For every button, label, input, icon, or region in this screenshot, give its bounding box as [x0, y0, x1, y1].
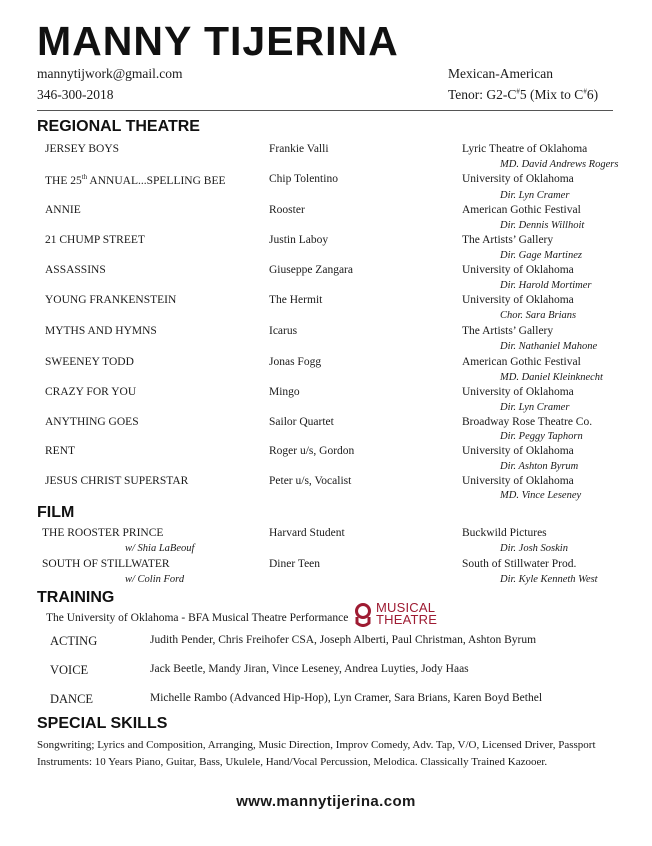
film-title: THE ROOSTER PRINCE: [42, 527, 164, 539]
credit: Chor. Sara Brians: [500, 310, 577, 321]
show-title: JERSEY BOYS: [45, 143, 120, 155]
venue: Lyric Theatre of Oklahoma: [462, 143, 588, 155]
credit: MD. Daniel Kleinknecht: [500, 372, 603, 383]
venue: American Gothic Festival: [462, 204, 581, 216]
credit: Dir. Gage Martinez: [500, 250, 582, 261]
section-training: TRAINING: [37, 589, 115, 606]
role: Jonas Fogg: [269, 356, 322, 368]
ethnicity: Mexican-American: [448, 66, 553, 81]
venue: The Artists’ Gallery: [462, 234, 554, 246]
production: South of Stillwater Prod.: [462, 558, 577, 570]
skills-line: Songwriting; Lyrics and Composition, Arranging, Music Direction, Improv Comedy, Adv. Tap, V/O, Licensed Driver, Passport: [37, 739, 596, 751]
venue: American Gothic Festival: [462, 356, 581, 368]
role: Giuseppe Zangara: [269, 264, 353, 276]
venue: Broadway Rose Theatre Co.: [462, 416, 593, 428]
show-title: SWEENEY TODD: [45, 356, 134, 368]
credit: Dir. Dennis Willhoit: [500, 220, 585, 231]
credit: Dir. Josh Soskin: [500, 543, 568, 554]
instruments-line: Instruments: 10 Years Piano, Guitar, Bass, Ukulele, Hand/Vocal Percussion, Melodica. Classically Trained Kazooer.: [37, 756, 548, 768]
header-divider: [37, 110, 613, 111]
credit: Dir. Kyle Kenneth West: [500, 574, 598, 585]
production: Buckwild Pictures: [462, 527, 547, 539]
venue: University of Oklahoma: [462, 173, 574, 185]
school: The University of Oklahoma - BFA Musical Theatre Performance: [46, 612, 349, 624]
training-category: ACTING: [50, 634, 98, 648]
credit: Dir. Lyn Cramer: [500, 402, 570, 413]
section-special-skills: SPECIAL SKILLS: [37, 715, 168, 732]
role: The Hermit: [269, 294, 323, 306]
film-costar: w/ Colin Ford: [125, 574, 185, 585]
credit: MD. David Andrews Rogers: [500, 159, 619, 170]
logo-line-2: THEATRE: [376, 611, 438, 627]
show-title: RENT: [45, 445, 76, 457]
section-regional-theatre: REGIONAL THEATRE: [37, 118, 200, 135]
show-title: YOUNG FRANKENSTEIN: [45, 294, 177, 306]
show-title: JESUS CHRIST SUPERSTAR: [45, 475, 189, 487]
role: Rooster: [269, 204, 305, 216]
film-costar: w/ Shia LaBeouf: [125, 543, 195, 554]
show-title: ANNIE: [45, 204, 81, 216]
venue: University of Oklahoma: [462, 386, 574, 398]
role: Icarus: [269, 325, 298, 337]
role: Frankie Valli: [269, 143, 329, 155]
credit: Dir. Nathaniel Mahone: [500, 341, 598, 352]
training-teachers: Jack Beetle, Mandy Jiran, Vince Leseney, Andrea Luyties, Jody Haas: [150, 663, 469, 675]
role: Chip Tolentino: [269, 173, 338, 185]
show-title: MYTHS AND HYMNS: [45, 325, 157, 337]
website-link[interactable]: www.mannytijerina.com: [236, 793, 416, 810]
show-title: ANYTHING GOES: [45, 416, 139, 428]
role: Peter u/s, Vocalist: [269, 475, 352, 487]
email: mannytijwork@gmail.com: [37, 66, 183, 81]
venue: University of Oklahoma: [462, 475, 574, 487]
training-category: VOICE: [50, 663, 89, 677]
credit: Dir. Lyn Cramer: [500, 190, 570, 201]
training-category: DANCE: [50, 692, 94, 706]
role: Sailor Quartet: [269, 416, 334, 428]
credit: Dir. Harold Mortimer: [500, 280, 592, 291]
section-film: FILM: [37, 504, 75, 521]
credit: Dir. Peggy Taphorn: [500, 431, 583, 442]
venue: The Artists’ Gallery: [462, 325, 554, 337]
musical-theatre-logo: [376, 602, 437, 625]
show-title: 21 CHUMP STREET: [45, 234, 145, 246]
training-teachers: Michelle Rambo (Advanced Hip-Hop), Lyn Cramer, Sara Brians, Karen Boyd Bethel: [150, 692, 543, 704]
venue: University of Oklahoma: [462, 294, 574, 306]
role: Mingo: [269, 386, 300, 398]
venue: University of Oklahoma: [462, 445, 574, 457]
film-title: SOUTH OF STILLWATER: [42, 558, 170, 570]
role: Diner Teen: [269, 558, 321, 570]
role: Justin Laboy: [269, 234, 329, 246]
show-title: CRAZY FOR YOU: [45, 386, 137, 398]
ou-logo-icon: [354, 603, 372, 632]
venue: University of Oklahoma: [462, 264, 574, 276]
logo-line-1: MUSICAL: [376, 600, 436, 615]
phone: 346-300-2018: [37, 87, 114, 102]
credit: MD. Vince Leseney: [500, 490, 582, 501]
resume-name: MANNY TIJERINA: [37, 18, 399, 64]
voice-type: Tenor: G2-C#5 (Mix to C#6): [448, 87, 599, 102]
training-teachers: Judith Pender, Chris Freihofer CSA, Joseph Alberti, Paul Christman, Ashton Byrum: [150, 634, 537, 646]
role: Harvard Student: [269, 527, 345, 539]
credit: Dir. Ashton Byrum: [500, 461, 579, 472]
show-title: THE 25th ANNUAL...SPELLING BEE: [45, 173, 226, 187]
role: Roger u/s, Gordon: [269, 445, 355, 457]
show-title: ASSASSINS: [45, 264, 106, 276]
